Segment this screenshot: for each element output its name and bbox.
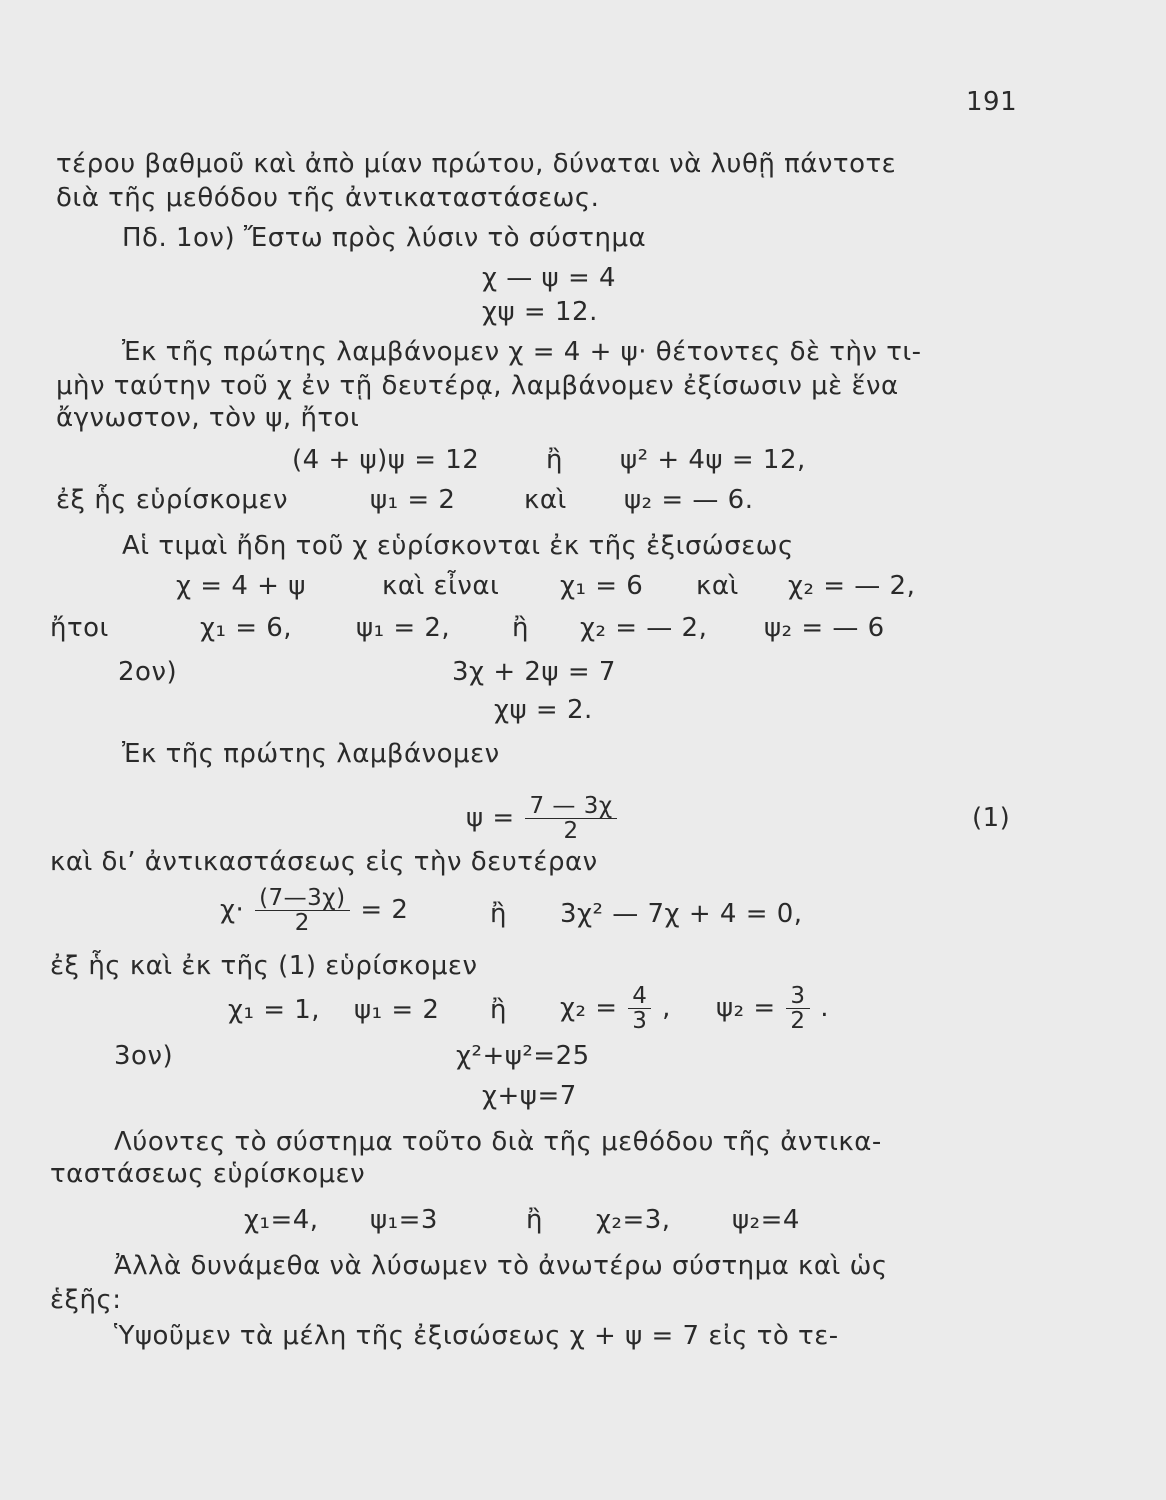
text-line: Ἐκ τῆς πρώτης λαμβάνομεν χ = 4 + ψ· θέτοντες δὲ τὴν τι- (122, 337, 922, 367)
text-line: ἐξ ἧς καὶ ἐκ τῆς (1) εὑρίσκομεν (50, 951, 478, 981)
equation: 3χ + 2ψ = 7 (452, 657, 616, 687)
text-line: ἤτοι (50, 613, 109, 643)
text-line: 3ον) (114, 1041, 174, 1071)
equation: χ₁ = 6 (560, 571, 644, 601)
text-line: καὶ (524, 485, 567, 515)
fraction (255, 886, 350, 935)
equation: χ₁=4, (244, 1205, 319, 1235)
text-line: καὶ εἶναι (382, 571, 500, 601)
fraction-numerator: 3 (786, 984, 809, 1009)
fraction-denominator: 3 (632, 1008, 648, 1034)
equation-fraction (466, 790, 619, 846)
text-line: Ἀλλὰ δυνάμεθα νὰ λύσωμεν τὸ ἀνωτέρω σύστημα καὶ ὡς (114, 1251, 888, 1281)
equation: ψ₂ = — 6 (764, 613, 885, 643)
fraction-numerator: (7—3χ) (255, 886, 350, 911)
equation-rhs: = 2 (360, 895, 409, 925)
text-line: Λύοντες τὸ σύστημα τοῦτο διὰ τῆς μεθόδου τῆς ἀντικα- (114, 1127, 882, 1157)
text-line: ἐξ ἧς εὑρίσκομεν (56, 485, 289, 515)
equation: χ₂=3, (596, 1205, 671, 1235)
equation: χ₁ = 6, (200, 613, 293, 643)
punctuation: . (820, 993, 830, 1023)
equation: χ — ψ = 4 (482, 263, 617, 293)
equation: ψ₁ = 2 (354, 995, 440, 1025)
text-line: διὰ τῆς μεθόδου τῆς ἀντικαταστάσεως. (56, 183, 600, 213)
equation: ἢ (526, 1205, 543, 1235)
text-line: 2ον) (118, 657, 178, 687)
fraction (628, 984, 651, 1033)
text-line: καὶ (696, 571, 739, 601)
fraction-denominator: 2 (563, 818, 579, 844)
equation: χψ = 12. (482, 297, 598, 327)
equation: ἢ (490, 899, 507, 929)
text-line: ἄγνωστον, τὸν ψ, ἤτοι (56, 403, 360, 433)
equation: χψ = 2. (494, 695, 593, 725)
text-line: ἑξῆς: (50, 1285, 122, 1315)
equation: χ₁ = 1, (228, 995, 321, 1025)
equation: ψ₂ = — 6. (624, 485, 754, 515)
equation: ἢ (512, 613, 529, 643)
text-line: Ὑψοῦμεν τὰ μέλη τῆς ἐξισώσεως χ + ψ = 7 εἰς τὸ τε- (114, 1321, 839, 1351)
fraction-numerator: 7 — 3χ (525, 794, 616, 819)
equation-lhs: ψ₂ = (716, 993, 776, 1023)
punctuation: , (662, 993, 671, 1023)
equation: χ+ψ=7 (482, 1081, 577, 1111)
fraction (525, 794, 616, 843)
equation-fraction (220, 882, 408, 938)
equation: χ₂ = — 2, (788, 571, 916, 601)
equation: ψ₂=4 (732, 1205, 800, 1235)
fraction (786, 984, 809, 1033)
equation-lhs: χ· (220, 895, 245, 925)
equation: 3χ² — 7χ + 4 = 0, (560, 899, 803, 929)
equation: (4 + ψ)ψ = 12 (292, 445, 480, 475)
page-number: 191 (966, 87, 1018, 117)
fraction-denominator: 2 (790, 1008, 806, 1034)
equation: ψ₁=3 (370, 1205, 438, 1235)
equation-tag: (1) (972, 803, 1011, 833)
equation: χ₂ = — 2, (580, 613, 708, 643)
fraction-denominator: 2 (294, 910, 310, 936)
equation: ψ₁ = 2 (370, 485, 456, 515)
equation: ψ² + 4ψ = 12, (620, 445, 806, 475)
equation: ἢ (490, 995, 507, 1025)
equation: ἢ (546, 445, 563, 475)
equation-lhs: ψ = (466, 803, 515, 833)
text-line: ταστάσεως εὑρίσκομεν (50, 1159, 366, 1189)
text-line: καὶ δι’ ἀντικαστάσεως εἰς τὴν δευτέραν (50, 847, 598, 877)
equation: ψ₁ = 2, (356, 613, 451, 643)
fraction-numerator: 4 (628, 984, 651, 1009)
text-line: τέρου βαθμοῦ καὶ ἀπὸ μίαν πρώτου, δύναται νὰ λυθῇ πάντοτε (56, 149, 897, 179)
text-line: μὴν ταύτην τοῦ χ ἐν τῇ δευτέρᾳ, λαμβάνομεν ἐξίσωσιν μὲ ἕνα (56, 371, 899, 401)
equation-lhs: χ₂ = (560, 993, 618, 1023)
text-line: Πδ. 1ον) Ἔστω πρὸς λύσιν τὸ σύστημα (122, 223, 647, 253)
equation: χ = 4 + ψ (176, 571, 306, 601)
equation-fraction (560, 980, 671, 1036)
equation: χ²+ψ²=25 (456, 1041, 590, 1071)
text-line: Ἐκ τῆς πρώτης λαμβάνομεν (122, 739, 500, 769)
text-line: Αἱ τιμαὶ ἤδη τοῦ χ εὑρίσκονται ἐκ τῆς ἐξισώσεως (122, 531, 794, 561)
equation-fraction (716, 980, 829, 1036)
